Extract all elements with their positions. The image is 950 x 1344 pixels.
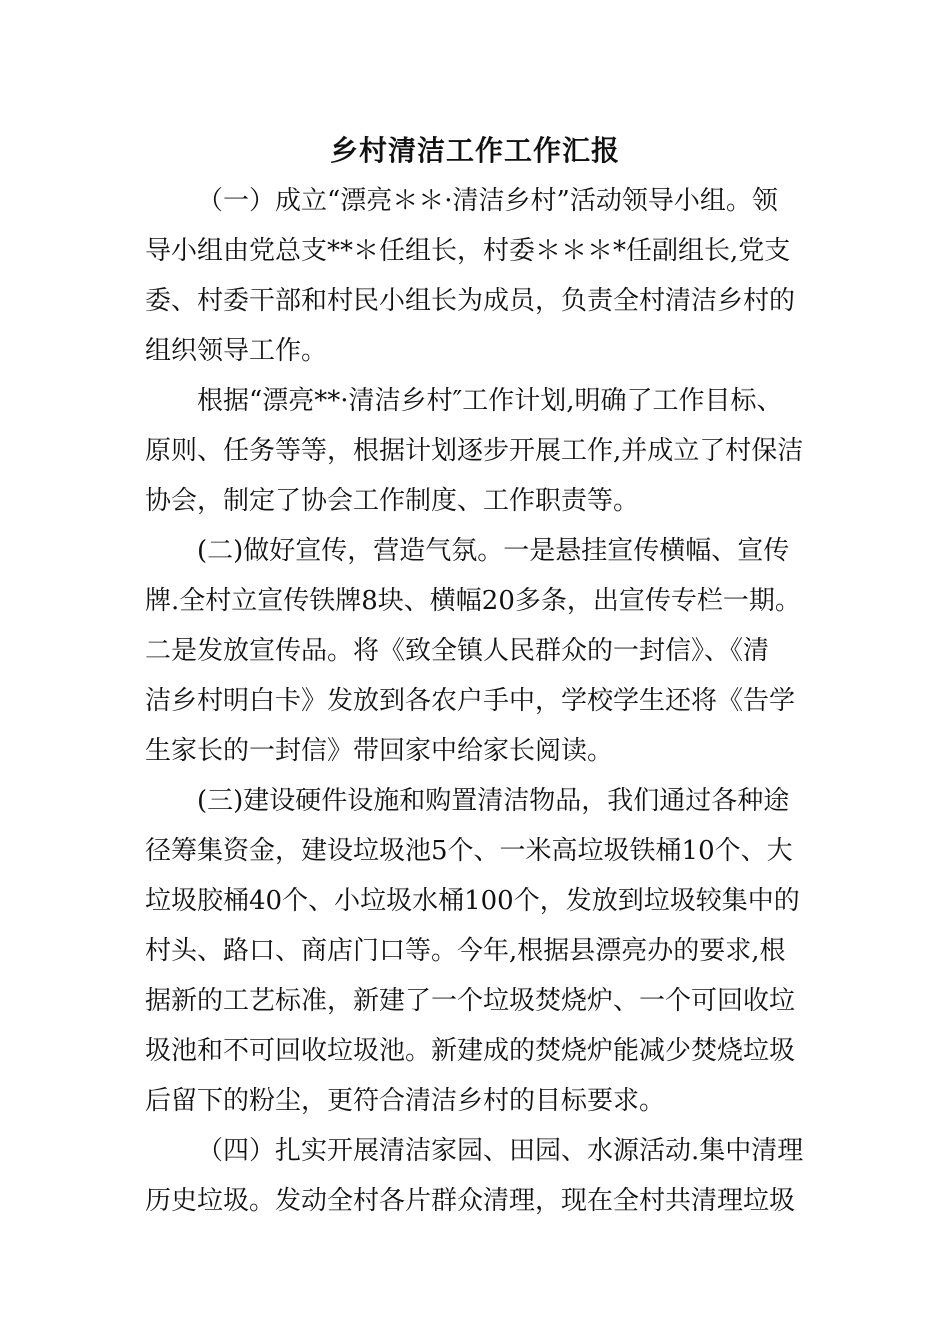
paragraph-4 bbox=[145, 776, 811, 1126]
text-line: 导小组由党总支**＊任组长，村委＊＊＊*任副组长,党支 bbox=[145, 236, 791, 266]
text-line: 洁乡村明白卡》发放到各农户手中，学校学生还将《告学 bbox=[145, 686, 796, 716]
text-line: （四）扎实开展清洁家园、田园、水源活动.集中清理 bbox=[197, 1136, 804, 1166]
text-line: 径筹集资金，建设垃圾池5个、一米高垃圾铁桶10个、大 bbox=[145, 836, 793, 866]
document-body bbox=[145, 176, 811, 1226]
text-line: 后留下的粉尘，更符合清洁乡村的目标要求。 bbox=[145, 1086, 666, 1116]
paragraph-1 bbox=[145, 176, 811, 376]
text-line: (三)建设硬件设施和购置清洁物品，我们通过各种途 bbox=[197, 786, 790, 816]
text-line: 垃圾胶桶40个、小垃圾水桶100个，发放到垃圾较集中的 bbox=[145, 886, 800, 916]
paragraph-2 bbox=[145, 376, 811, 526]
document-title: 乡村清洁工作工作汇报 bbox=[329, 134, 620, 167]
text-line: 委、村委干部和村民小组长为成员，负责全村清洁乡村的 bbox=[145, 286, 796, 316]
text-line: 历史垃圾。发动全村各片群众清理，现在全村共清理垃圾 bbox=[145, 1186, 796, 1216]
text-line: 协会，制定了协会工作制度、工作职责等。 bbox=[145, 486, 640, 516]
text-line: 根据“漂亮**·清洁乡村″工作计划,明确了工作目标、 bbox=[197, 386, 783, 416]
text-line: 圾池和不可回收垃圾池。新建成的焚烧炉能减少焚烧垃圾 bbox=[145, 1036, 796, 1066]
paragraph-3 bbox=[145, 526, 811, 776]
text-line: （一）成立“漂亮＊＊·清洁乡村”活动领导小组。领 bbox=[197, 186, 778, 216]
text-line: 牌.全村立宣传铁牌8块、横幅20多条，出宣传专栏一期。 bbox=[145, 586, 801, 616]
text-line: 据新的工艺标准，新建了一个垃圾焚烧炉、一个可回收垃 bbox=[145, 986, 796, 1016]
text-line: (二)做好宣传，营造气氛。一是悬挂宣传横幅、宣传 bbox=[197, 536, 790, 566]
paragraph-5 bbox=[145, 1126, 811, 1226]
text-line: 原则、任务等等，根据计划逐步开展工作,并成立了村保洁 bbox=[145, 436, 804, 466]
text-line: 组织领导工作。 bbox=[145, 336, 328, 366]
text-line: 生家长的一封信》带回家中给家长阅读。 bbox=[145, 736, 614, 766]
text-line: 村头、路口、商店门口等。今年,根据县漂亮办的要求,根 bbox=[145, 936, 786, 966]
text-line: 二是发放宣传品。将《致全镇人民群众的一封信》、《清 bbox=[145, 636, 770, 666]
